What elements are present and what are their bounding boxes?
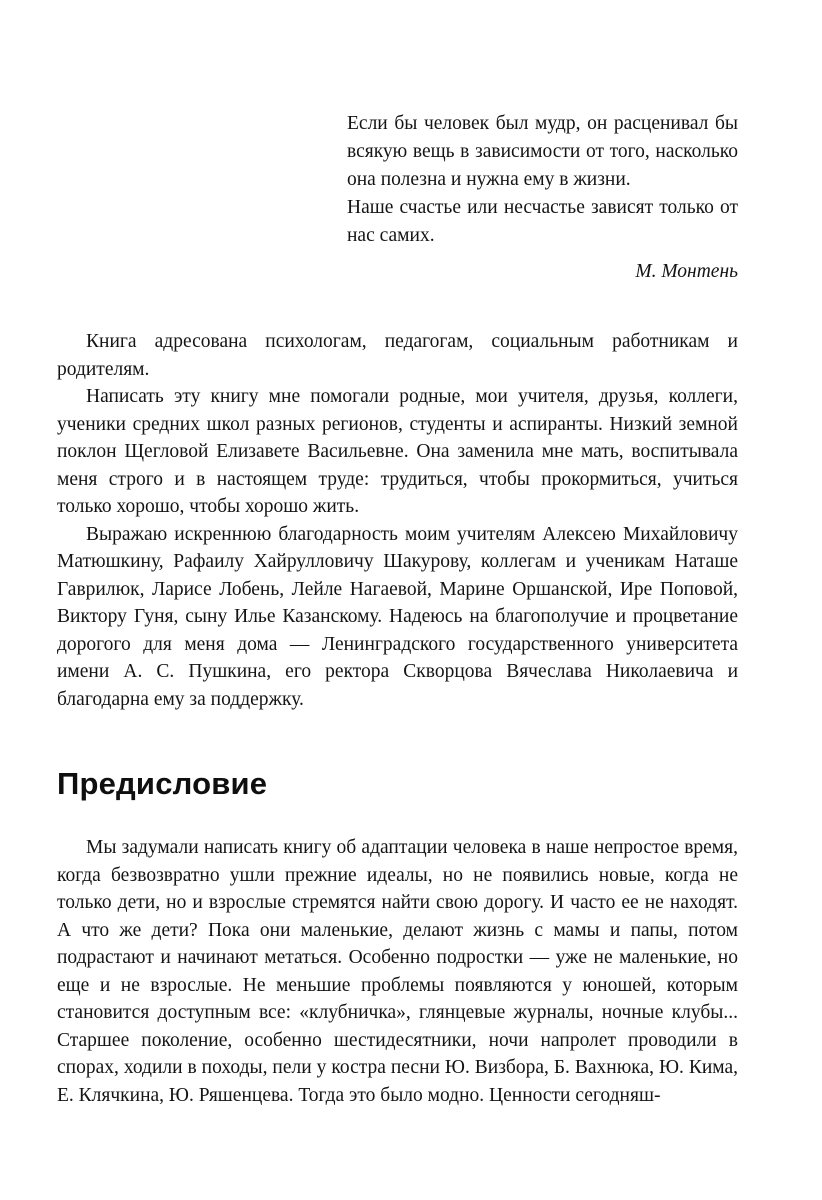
acknowledgments-paragraph: Выражаю искреннюю благодарность моим учителям Алексею Михайловичу Матюшкину, Рафаилу Хайрулловичу Шакурову, коллегам и ученикам Наташе Гаврилюк, Ларисе Лобень, Лейле Нагаевой, Марине Оршанской, Ире Поповой, Виктору Гуня, сыну Илье Казанскому. Надеюсь на благополучие и процветание дорогого для меня дома — Ленинградского государственного университета имени А. С. Пушкина, его ректора Скворцова Вячеслава Николаевича и благодарна ему за поддержку. xyxy=(57,523,738,710)
epigraph xyxy=(347,110,738,286)
acknowledgments-block xyxy=(57,328,738,713)
preface-paragraph: Мы задумали написать книгу об адаптации человека в наше непростое время, когда безвозвратно ушли прежние идеалы, но не появились новые, когда не только дети, но и взрослые стремятся найти свою дорогу. И часто ее не находят. А что же дети? Пока они маленькие, делают жизнь с мамы и папы, потом подрастают и начинают метаться. Особенно подростки — уже не маленькие, но еще и не взрослые. Не меньшие проблемы появляются у юношей, которым становится доступным все: «клубничка», глянцевые журналы, ночные клубы... Старшее поколение, особенно шестидесятники, ночи напролет проводили в спорах, ходили в походы, пели у костра песни Ю. Визбора, Б. Вахнюка, Ю. Кима, Е. Клячкина, Ю. Ряшенцева. Тогда это было модно. Ценности сегодняш- xyxy=(57,837,738,1106)
epigraph-quote-line-1: Если бы человек был мудр, он расценивал бы всякую вещь в зависимости от того, насколько она полезна и нужна ему в жизни. xyxy=(347,113,738,190)
acknowledgments-paragraph: Книга адресована психологам, педагогам, социальным работникам и родителям. xyxy=(57,331,738,380)
acknowledgments-paragraph: Написать эту книгу мне помогали родные, мои учителя, друзья, коллеги, ученики средних школ разных регионов, студенты и аспиранты. Низкий земной поклон Щегловой Елизавете Васильевне. Она заменила мне мать, воспитывала меня строго и в настоящем труде: трудиться, чтобы прокормиться, учиться только хорошо, чтобы хорошо жить. xyxy=(57,386,738,517)
epigraph-attribution: М. Монтень xyxy=(635,261,738,282)
section-heading: Предисловие xyxy=(57,766,268,801)
epigraph-quote-line-2: Наше счастье или несчастье зависят только от нас самих. xyxy=(347,197,738,246)
preface-block xyxy=(57,834,738,1109)
